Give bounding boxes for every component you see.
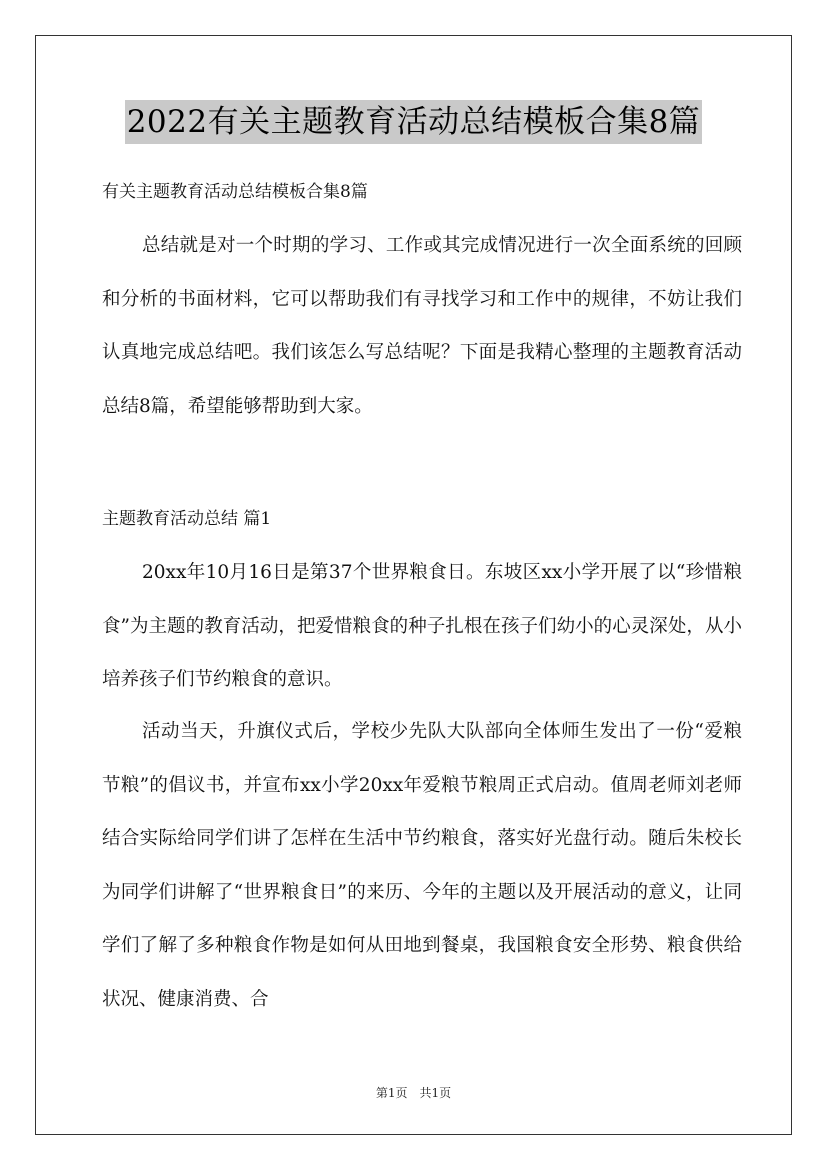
body-paragraph: 活动当天，升旗仪式后，学校少先队大队部向全体师生发出了一份“爱粮节粮”的倡议书，并宣布xx小学20xx年爱粮节粮周正式启动。值周老师刘老师结合实际给同学们讲了怎样在生活中节约粮食，落实好光盘行动。随后朱校长为同学们讲解了“世界粮食日”的来历、今年的主题以及开展活动的意义，让同学们了解了多种粮食作物是如何从田地到餐桌，我国粮食安全形势、粮食供给状况、健康消费、合 [102, 721, 742, 1010]
page-total: 共1页 [419, 1086, 452, 1100]
page-number: 第1页 [375, 1086, 408, 1100]
page-footer [0, 1085, 827, 1101]
body-paragraph: 20xx年10月16日是第37个世界粮食日。东坡区xx小学开展了以“珍惜粮食”为主题的教育活动，把爱惜粮食的种子扎根在孩子们幼小的心灵深处，从小培养孩子们节约粮食的意识。 [102, 562, 742, 690]
intro-paragraph: 总结就是对一个时期的学习、工作或其完成情况进行一次全面系统的回顾和分析的书面材料，它可以帮助我们有寻找学习和工作中的规律，不妨让我们认真地完成总结吧。我们该怎么写总结呢？下面是我精心整理的主题教育活动总结8篇，希望能够帮助到大家。 [102, 235, 742, 417]
document-title: 2022有关主题教育活动总结模板合集8篇 [125, 100, 703, 144]
section-heading: 主题教育活动总结 篇1 [102, 509, 272, 529]
title-wrapper [0, 100, 827, 144]
document-subtitle: 有关主题教育活动总结模板合集8篇 [102, 182, 368, 202]
